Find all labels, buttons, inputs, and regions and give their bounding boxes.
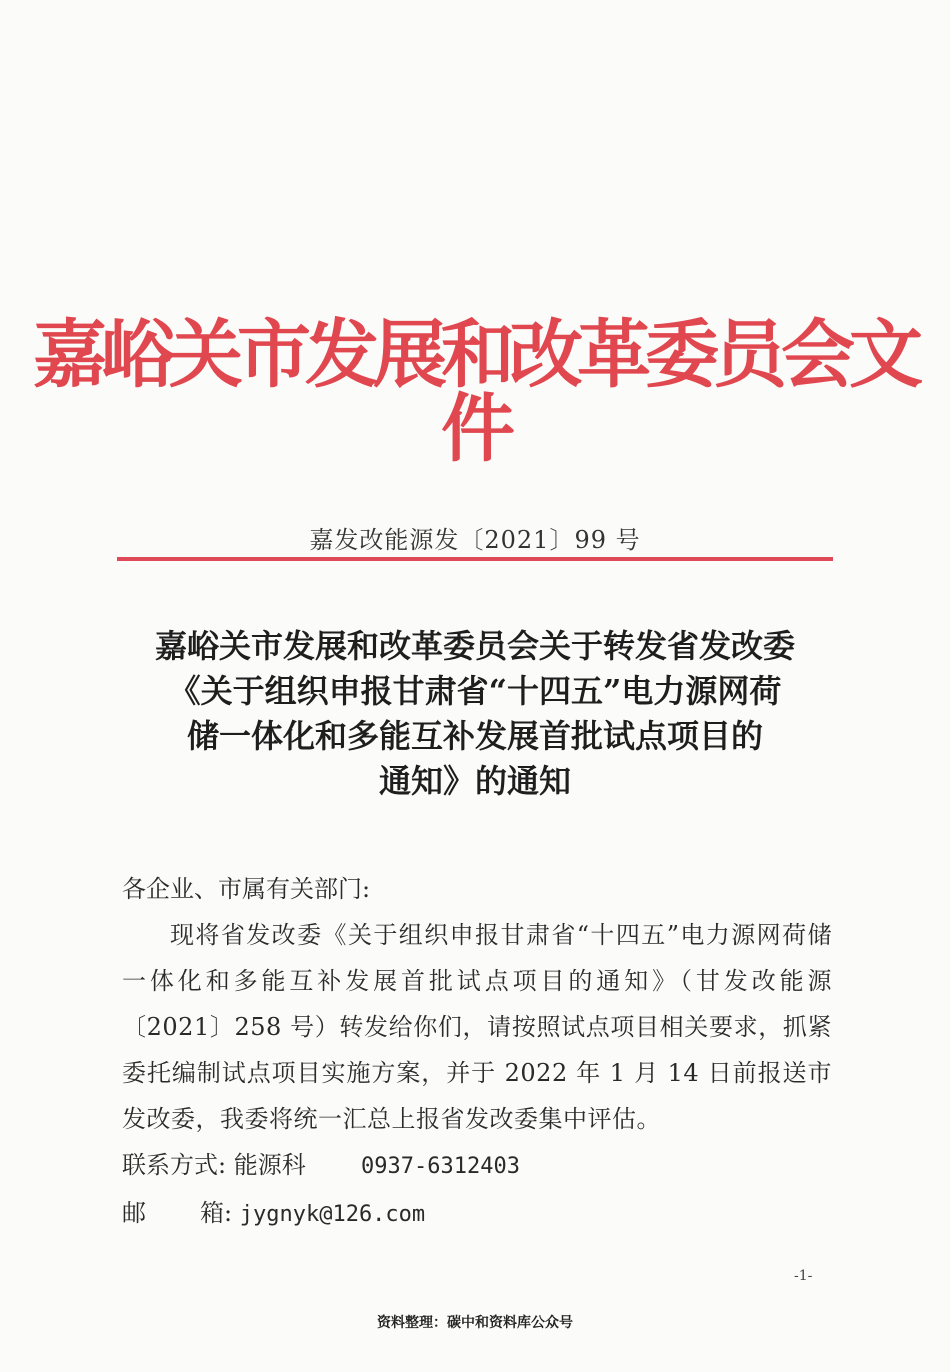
page-number: -1- xyxy=(794,1268,813,1284)
contact-phone: 0937-6312403 xyxy=(361,1154,520,1179)
title-line: 《关于组织申报甘肃省“十四五”电力源网荷 xyxy=(168,672,782,710)
contact-dept: 能源科 xyxy=(233,1151,306,1179)
red-divider xyxy=(117,557,833,561)
document-title xyxy=(95,624,855,804)
title-line: 嘉峪关市发展和改革委员会关于转发省发改委 xyxy=(154,627,795,665)
email-address: jygnyk@126.com xyxy=(239,1202,426,1227)
contact-line xyxy=(122,1142,832,1190)
title-line: 通知》的通知 xyxy=(378,762,571,800)
title-line: 储一体化和多能互补发展首批试点项目的 xyxy=(186,717,763,755)
document-number: 嘉发改能源发〔2021〕99 号 xyxy=(309,526,641,554)
email-label-b: 箱: xyxy=(200,1199,233,1227)
contact-label: 联系方式: xyxy=(122,1151,227,1179)
document-body xyxy=(122,866,832,1238)
salutation: 各企业、市属有关部门: xyxy=(122,875,371,903)
main-paragraph: 现将省发改委《关于组织申报甘肃省“十四五”电力源网荷储一体化和多能互补发展首批试点项目的通知》（甘发改能源〔2021〕258 号）转发给你们，请按照试点项目相关要求，抓紧委托编制试点项目实施方案，并于 2022 年 1 月 14 日前报送市发改委，我委将统一汇总上报省发改委集中评估。 xyxy=(122,921,832,1133)
footer-note: 资料整理：碳中和资料库公众号 xyxy=(377,1315,573,1331)
email-label-a: 邮 xyxy=(122,1199,146,1227)
issuer-title: 嘉峪关市发展和改革委员会文件 xyxy=(33,312,917,472)
email-line xyxy=(122,1190,832,1238)
